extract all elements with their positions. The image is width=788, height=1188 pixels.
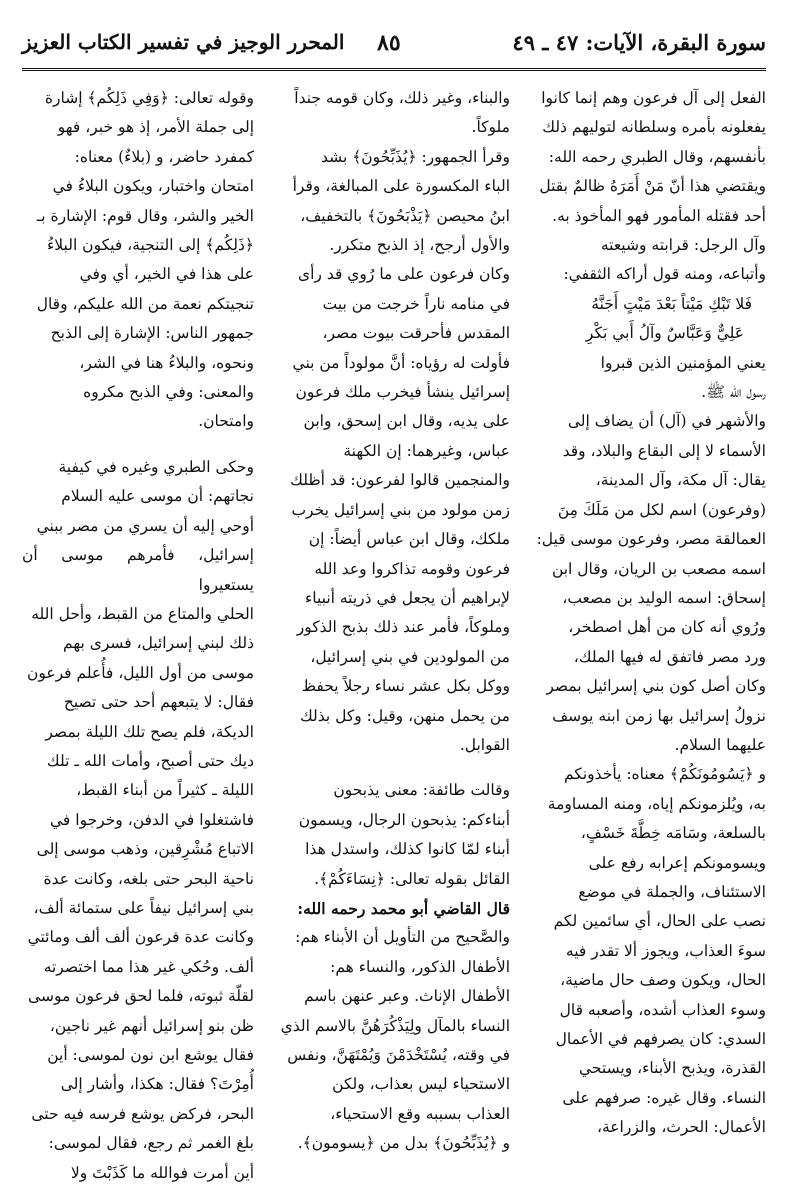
paragraph: والصَّحيح من التأويل أن الأبناء هم: الأطفال الذكور، والنساء هم: الأطفال الإناث. وعبر عنهن باسم النساء بالمآل ولِيَذْكُرَهُنَّ بالاسم الذي في وقته، يُسْتَخْدَمْنَ وَيُمْتَهَنَّ، ونفس الاستحياء ليس بعذاب، ولكن العذاب بسببه وقع الاستحياء، و ﴿يُذَبِّحُونَ﴾ بدل من ﴿يسومون﴾. <box>280 928 510 1153</box>
paragraph: وحكى الطبري وغيره في كيفية نجاتهم: أن موسى عليه السلام أوحي إليه أن يسري من مصر ببني إسرائيل، فأمرهم موسى أن يستعيروا الحلي والمتاع من القبط، وأحل الله ذلك لبني إسرائيل، فسرى بهم موسى من أول الليل، فأُعلم فرعون فقال: لا يتبعهم أحد حتى تصيح الديكة، فلم يصح تلك الليلة بمصر ديك حتى أصبح، وأمات الله ـ تلك الليلة ـ كثيراً من أبناء القبط، فاشتغلوا في الدفن، وخرجوا في الاتباع مُشْرِقين، وذهب موسى إلى ناحية البحر حتى بلغه، وكانت عدة بني إسرائيل نيفاً على ستمائة ألف، وكانت عدة فرعون ألف ألف ومائتي ألف. وحُكي غير هذا مما اختصرته لقلّة ثبوته، فلما لحق فرعون موسى ظن بنو إسرائيل أنهم غير ناجين، فقال يوشع ابن نون لموسى: أين أُمِرْتَ؟ فقال: هكذا، وأشار إلى البحر، فركض يوشع فرسه فيه حتى بلغ الغمر ثم رجع، فقال لموسى: أين أمرت فوالله ما كَذَبْتَ ولا <box>22 457 254 1182</box>
page-number: ٨٥ <box>377 30 401 56</box>
surah-title: سورة البقرة، الآيات: ٤٧ ـ ٤٩ <box>512 30 766 55</box>
left-column <box>22 84 254 1182</box>
paragraph: والأشهر في (آل) أن يضاف إلى الأسماء لا إلى البقاع والبلاد، وقد يقال: آل مكة، وآل المدينة، (وفرعون) اسم لكل من مَلَكَ مِنَ العمالقة مصر، وفرعون موسى قيل: اسمه مصعب بن الريان، وقال ابن إسحاق: اسمه الوليد بن مصعب، ورُوي أنه كان من أهل اصطخر، ورد مصر فاتفق له فيها الملك، وكان أصل كون بني إسرائيل بمصر نزولُ إسرائيل بها زمن ابنه يوسف عليهما السلام. <box>536 412 766 754</box>
right-column <box>534 84 766 1137</box>
paragraph: الفعل إلى آل فرعون وهم إنما كانوا يفعلونه بأمره وسلطانه لتوليهم ذلك بأنفسهم، وقال الطبري رحمه الله: ويقتضي هذا أنّ مَنْ أَمَرَهُ ظالمٌ بقتل أحد فقتله المأمور فهو المأخوذ به. <box>539 89 766 225</box>
page-header <box>22 18 766 71</box>
paragraph: وقالت طائفة: معنى يذبحون أبناءكم: يذبحون الرجال، ويسمون أبناء لمّا كانوا كذلك، واستدل هذا القائل بقوله تعالى: ﴿نِسَاءَكُمْ﴾. <box>298 781 510 888</box>
book-title: المحرر الوجيز في تفسير الكتاب العزيز <box>22 30 345 54</box>
poem-line: فَلا تَبْكِ مَيْتاً بَعْدَ مَيْتٍ أَجَنَّهُ <box>591 294 752 313</box>
paragraph-heading: قال القاضي أبو محمد رحمه الله: <box>297 898 510 918</box>
paragraph-spacer <box>278 760 510 776</box>
paragraph-spacer <box>22 437 254 453</box>
middle-column <box>278 84 510 1153</box>
paragraph: وقرأ الجمهور: ﴿يُذَبِّحُونَ﴾ بشد الباء المكسورة على المبالغة، وقرأ ابنُ محيصن ﴿يَذْبَحُونَ﴾ بالتخفيف، والأول أرجح، إذ الذبح متكرر. <box>292 147 510 255</box>
paragraph: وقوله تعالى: ﴿وَفِي ذَلِكُم﴾ إشارة إلى جملة الأمر، إذ هو خبر، فهو كمفرد حاضر، و (بلاءٌ) معناه: امتحان واختبار، ويكون البلاءُ في الخير والشر، وقال قوم: الإشارة بـ ﴿ذَلِكُم﴾ إلى التنجية، فيكون البلاءُ على هذا في الخير، أي وفي تنجيتكم نعمة من الله عليكم، وقال جمهور الناس: الإشارة إلى الذبح ونحوه، والبلاءُ هنا في الشر، والمعنى: وفي الذبح مكروه وامتحان. <box>36 89 254 431</box>
paragraph: وكان فرعون على ما رُوي قد رأى في منامه ناراً خرجت من بيت المقدس فأحرقت بيوت مصر، فأولت له رؤياه: أنَّ مولوداً من بني إسرائيل ينشأ فيخرب ملك فرعون على يديه، وقال ابن إسحق، وابن عباس، وغيرهما: إن الكهنة والمنجمين قالوا لفرعون: قد أظلك زمن مولود من بني إسرائيل يخرب ملكك، وقال ابن عباس أيضاً: إن فرعون وقومه تذاكروا وعد الله لإبراهيم أن يجعل في ذريته أنبياء وملوكاً، فأمر عند ذلك بذبح الذكور من المولودين في بني إسرائيل، ووكل بكل عشر نساء رجلاً يحفظ من يحمل منهن، وقيل: وكل بذلك القوابل. <box>290 265 510 754</box>
paragraph: وآل الرجل: قرابته وشيعته وأتباعه، ومنه قول أراكه الثقفي: <box>563 236 766 284</box>
paragraph: يعني المؤمنين الذين قبروا رسول الله ﷺ. <box>600 353 766 402</box>
paragraph: و ﴿يَسُومُونَكُمْ﴾ معناه: يأخذونكم به، ويُلزمونكم إياه، ومنه المساومة بالسلعة، وسَامَه خِطَّةَ خَسْفٍ، ويسومونكم إعرابه رفع على الاستئناف، والجملة في موضع نصب على الحال، أي سائمين لكم سوءَ العذاب، ويجوز ألا تقدر فيه الحال، ويكون وصف حال ماضية، وسوء العذاب أشده، وأصعبه قال السدي: كان يصرفهم في الأعمال القذرة، ويذبح الأبناء، ويستحي النساء. وقال غيره: صرفهم على الأعمال: الحرث، والزراعة، <box>547 765 766 1137</box>
paragraph: والبناء، وغير ذلك، وكان قومه جنداً ملوكاً. <box>294 89 510 137</box>
poem-line: عَلِيٌّ وَعَبَّاسٌ وآلُ أَبي بَكْرِ <box>585 324 744 343</box>
